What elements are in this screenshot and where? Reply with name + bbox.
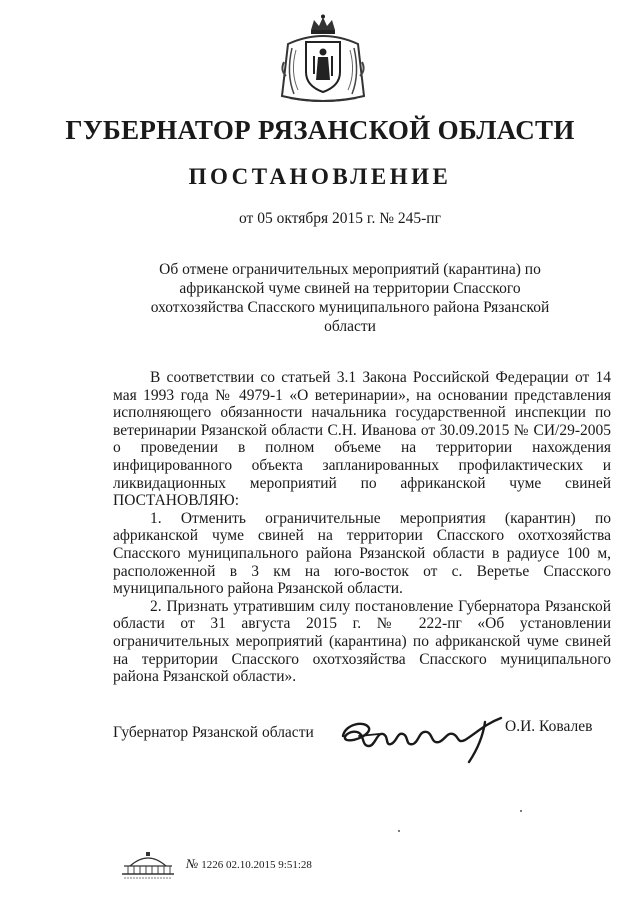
document-subject: Об отмене ограничительных мероприятий (карантина) по африканской чуме свиней на территории Спасского охотхозяйства Спасского муниципального района Рязанской области xyxy=(150,261,550,335)
document-type: ПОСТАНОВЛЕНИЕ xyxy=(188,164,452,189)
scan-speck xyxy=(398,830,400,832)
signatory-role: Губернатор Рязанской области xyxy=(113,724,314,741)
preamble-paragraph: В соответствии со статьей 3.1 Закона Российской Федерации от 14 мая 1993 года № 4979-1 «О ветеринарии», на основании представления исполняющего обязанности начальника государственной инспекции по ветеринарии Рязанской области С.Н. Иванова от 30.09.2015 № СИ/29-2005 о проведении в полном объеме на территории нахождения инфицированного объекта запланированных профилактических и ликвидационных мероприятий по африканской чуме свиней ПОСТАНОВЛЯЮ: xyxy=(113,369,611,510)
coat-of-arms-icon xyxy=(278,14,368,106)
registration-text: 1226 02.10.2015 9:51:28 xyxy=(201,859,312,871)
signatory-name: О.И. Ковалев xyxy=(505,718,593,735)
item-2-paragraph: 2. Признать утратившим силу постановление Губернатора Рязанской области от 31 августа 2015 г. № 222-пг «Об установлении ограничительных мероприятий (карантина) по африканской чуме свиней на территории Спасского охотхозяйства Спасского муниципального района Рязанской области». xyxy=(113,597,611,686)
handwritten-signature xyxy=(335,706,505,766)
document-date-number: от 05 октября 2015 г. № 245-пг xyxy=(239,210,441,227)
scan-speck xyxy=(520,810,522,812)
registration-stamp xyxy=(186,857,312,872)
building-stamp-icon xyxy=(118,848,178,882)
number-sign: № xyxy=(186,856,199,871)
item-1-paragraph: 1. Отменить ограничительные мероприятия (карантин) по африканской чуме свиней на территории Спасского охотхозяйства Спасского муниципального района Рязанской области в радиусе 100 м, расположенной в 3 км на юго-восток от с. Веретье Спасского муниципального района Рязанской области. xyxy=(113,509,611,598)
document-body xyxy=(113,369,611,686)
authority-title: ГУБЕРНАТОР РЯЗАНСКОЙ ОБЛАСТИ xyxy=(65,115,575,145)
